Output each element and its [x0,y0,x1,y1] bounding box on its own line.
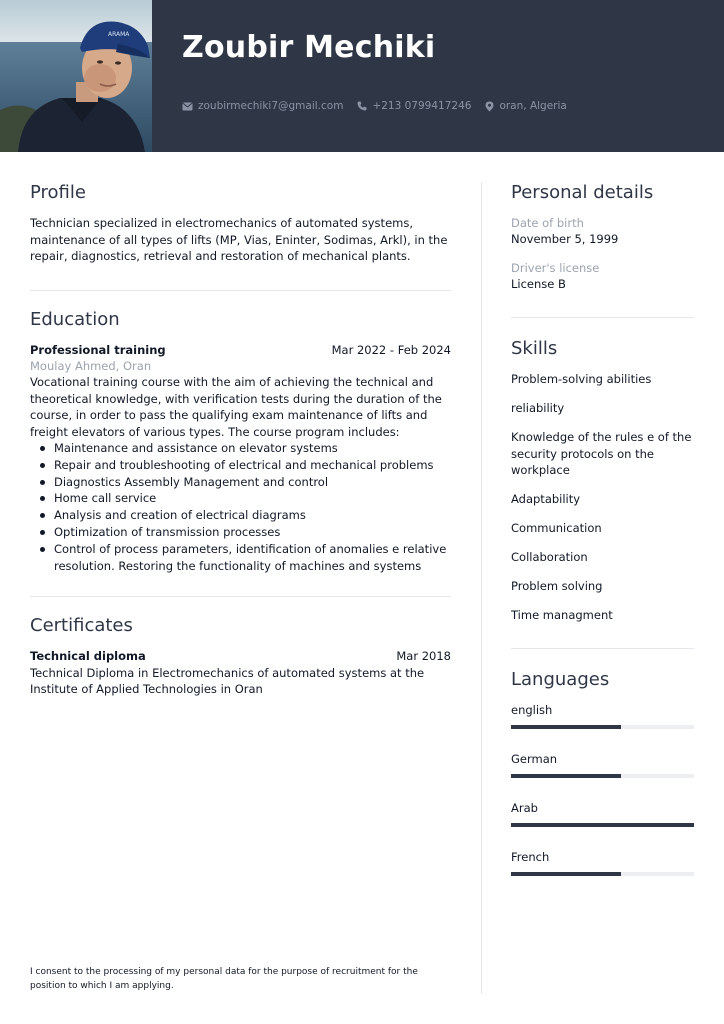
list-item: Control of process parameters, identification of anomalies e relative resolution. Restoring the functionality of machines and systems [36,541,451,575]
skill-item: Time managment [511,608,613,622]
profile-section [30,182,451,265]
section-divider [30,290,451,291]
education-entry-description: Vocational training course with the aim of achieving the technical and theoretical knowledge, with verification tests during the duration of the course, in order to pass the qualifying exam maintenance of lifts and freight elevators of various types. The course program includes: [30,375,442,439]
education-entry-head [30,342,451,359]
list-item: Repair and troubleshooting of electrical and mechanical problems [36,457,451,474]
detail-value: License B [511,277,566,291]
contact-phone[interactable] [357,100,471,112]
profile-photo [0,0,152,152]
detail-value: November 5, 1999 [511,232,619,246]
profile-title: Profile [30,182,86,203]
certificates-title: Certificates [30,615,133,637]
skills-title: Skills [511,338,558,359]
skills-section [511,338,694,624]
language-item [511,800,694,827]
language-name: english [511,702,553,717]
section-divider [511,317,694,318]
language-level-fill [511,774,621,778]
language-item [511,849,694,876]
education-title: Education [30,308,120,330]
resume-header [0,0,724,152]
language-item [511,751,694,778]
personal-details-title: Personal details [511,182,654,203]
language-level-fill [511,823,694,827]
detail-label: Driver's license [511,261,600,275]
svg-text:ARAMA: ARAMA [108,31,130,38]
skill-item: Communication [511,521,602,535]
email-icon [182,102,193,111]
list-item: Analysis and creation of electrical diagrams [36,507,451,524]
certificate-entry-date: Mar 2018 [396,649,451,664]
contact-info [182,100,567,112]
detail-birth [511,215,694,247]
skill-item: Problem-solving abilities [511,372,652,386]
location-text: oran, Algeria [499,100,567,112]
location-pin-icon [485,101,494,112]
personal-details-section [511,182,694,292]
certificate-entry-head [30,648,451,665]
skill-item: Adaptability [511,492,581,506]
section-divider [30,596,451,597]
phone-text: +213 0799417246 [372,100,472,112]
language-level-fill [511,872,621,876]
consent-text: I consent to the processing of my personal data for the purpose of recruitment for the position to which I am applying. [30,967,418,991]
certificate-entry-description: Technical Diploma in Electromechanics of automated systems at the Institute of Applied Technologies in Oran [30,665,425,697]
language-name: Arab [511,800,538,815]
education-entry-bullets [36,440,451,574]
language-level-fill [511,725,621,729]
candidate-name: Zoubir Mechiki [182,30,436,65]
skill-item: Problem solving [511,579,603,593]
certificate-entry-title: Technical diploma [30,649,146,664]
contact-location [485,100,566,112]
language-level-bar [511,774,694,778]
language-name: German [511,751,558,766]
education-entry-date: Mar 2022 - Feb 2024 [331,342,451,357]
list-item: Home call service [36,490,451,507]
list-item: Diagnostics Assembly Management and control [36,474,451,491]
profile-text: Technician specialized in electromechanics of automated systems, maintenance of all types of lifts (MP, Vias, Eninter, Sodimas, Arkl), in the repair, diagnostics, retrieval and restoration of mechanical plants. [30,216,448,263]
language-name: French [511,849,550,864]
language-level-bar [511,823,694,827]
certificates-section [30,615,451,698]
languages-title: Languages [511,668,610,690]
list-item: Optimization of transmission processes [36,524,451,541]
skill-item: Knowledge of the rules e of the security protocols on the workplace [511,430,692,477]
contact-email[interactable] [182,100,343,112]
certificate-entry [30,648,451,698]
education-entry [30,342,451,575]
phone-icon [357,101,367,111]
languages-section [511,669,694,876]
education-entry-institution: Moulay Ahmed, Oran [30,359,152,373]
skill-item: reliability [511,401,565,415]
detail-label: Date of birth [511,216,584,230]
email-text: zoubirmechiki7@gmail.com [198,100,344,112]
language-level-bar [511,725,694,729]
list-item: Maintenance and assistance on elevator systems [36,440,451,457]
main-column [30,182,451,698]
language-level-bar [511,872,694,876]
section-divider [511,648,694,649]
skill-item: Collaboration [511,550,588,564]
sidebar-column [511,182,694,876]
education-entry-title: Professional training [30,342,166,357]
language-item [511,702,694,729]
column-divider [481,182,482,994]
education-section [30,309,451,575]
detail-license [511,260,694,292]
